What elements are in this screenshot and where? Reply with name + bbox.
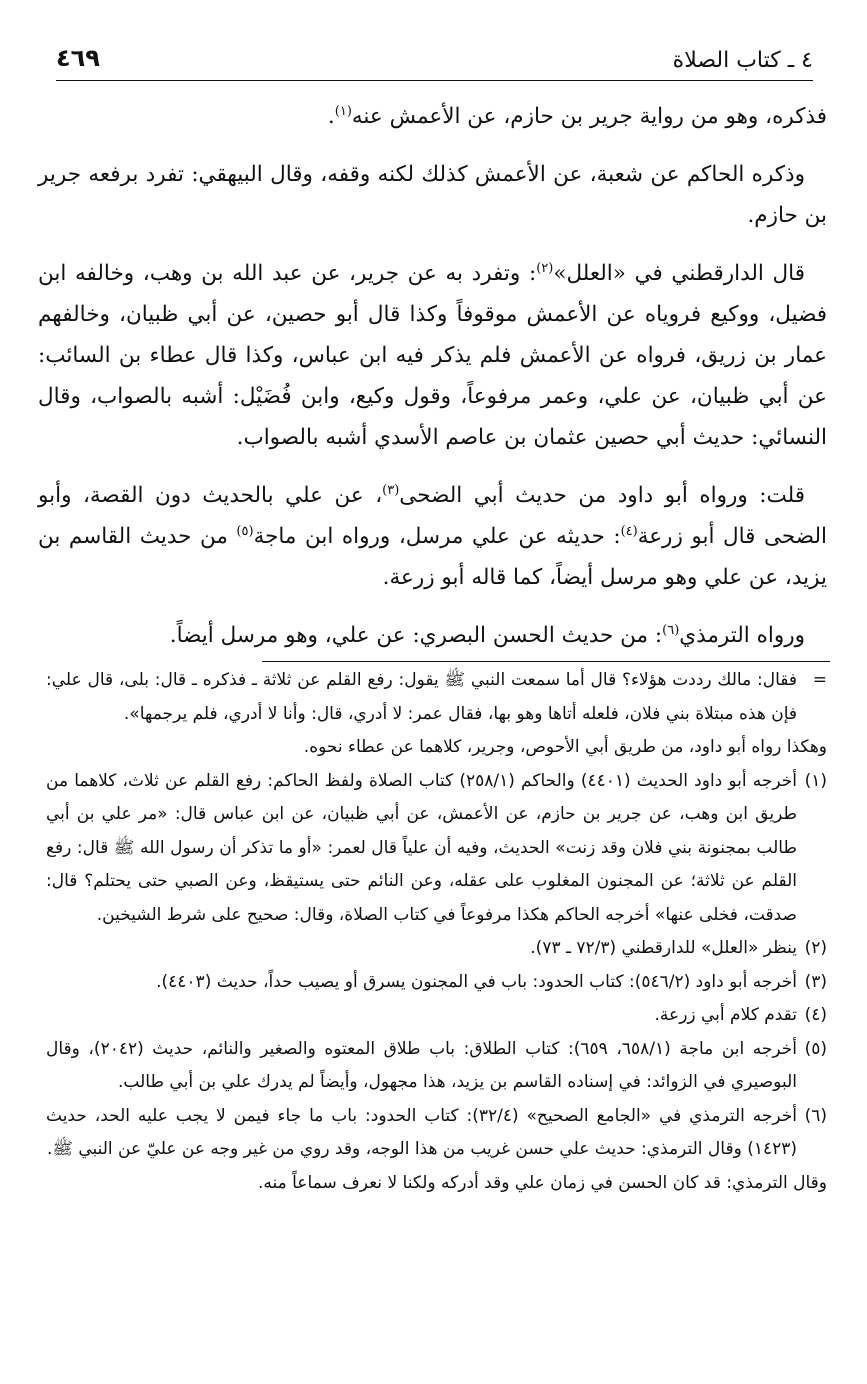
footnote-ref-5: (٥) <box>236 523 254 539</box>
footnote-continuation: = فقال: مالك رددت هؤلاء؟ قال أما سمعت النبي ﷺ يقول: رفع القلم عن ثلاثة ـ فذكره ـ قال: بلى، قال علي: فإن هذه مبتلاة بني فلان، فلعله أتاها وهو بها، فقال عمر: لا أدري، قال: وأنا لا أدري، فلم يرجمها». <box>46 664 827 731</box>
footnote-6: (٦) أخرجه الترمذي في «الجامع الصحيح» (٣٢/٤): كتاب الحدود: باب ما جاء فيمن لا يجب عليه الحد، حديث (١٤٢٣) وقال الترمذي: حديث علي حسن غريب من هذا الوجه، وقد روي من غير وجه عن عليّ عن النبي ﷺ. <box>46 1100 827 1167</box>
footnote-marker: (٦) <box>804 1105 827 1126</box>
footnote-marker: (٤) <box>804 1005 827 1025</box>
paragraph-2: وذكره الحاكم عن شعبة، عن الأعمش كذلك لكنه وقفه، وقال البيهقي: تفرد برفعه جرير بن حازم. <box>38 162 827 228</box>
footnote-marker: (٥) <box>804 1038 827 1059</box>
footnote-marker: (٢) <box>804 938 827 958</box>
footnote-3: (٣) أخرجه أبو داود (٥٤٦/٢): كتاب الحدود: باب في المجنون يسرق أو يصيب حداً، حديث (٤٤٠٣). <box>46 966 827 1000</box>
footnote-continuation-2: وهكذا رواه أبو داود، من طريق أبي الأحوص، وجرير، كلاهما عن عطاء نحوه. <box>303 737 827 757</box>
footnote-ref-2: (٢) <box>536 260 554 276</box>
footnote-ref-1: (١) <box>334 103 352 119</box>
running-header <box>56 40 813 81</box>
footnote-marker: (١) <box>804 770 827 791</box>
footnote-1: (١) أخرجه أبو داود الحديث (٤٤٠١) والحاكم (٢٥٨/١) كتاب الصلاة ولفظ الحاكم: رفع القلم عن ثلاث، كلاهما من طريق ابن وهب، عن جرير بن حازم، عن الأعمش، عن أبي ظبيان، عن ابن عباس قال: «مر علي بن أبي طالب بمجنونة بني فلان وقد زنت» الحديث، وفيه أن علياً قال لعمر: «أو ما تذكر أن رسول الله ﷺ قال: رفع القلم عن ثلاثة؛ عن المجنون المغلوب على عقله، وعن النائم حتى يستيقظ، وعن الصبي حتى يحتلم؟ قال: صدقت، فخلى عنها» أخرجه الحاكم هكذا مرفوعاً في كتاب الصلاة، وقال: صحيح على شرط الشيخين. <box>46 765 827 933</box>
footnote-marker: (٣) <box>804 971 827 992</box>
paragraph-4: قلت: ورواه أبو داود من حديث أبي الضحى$^{(٣)}$، عن علي بالحديث دون القصة، وأبو الضحى قال أبو زرعة$^{(٤)}$: حديثه عن علي مرسل، ورواه ابن ماجة$^{(٥)}$ من حديث القاسم بن يزيد، عن علي وهو مرسل أيضاً، كما قاله أبو زرعة. <box>38 482 827 590</box>
footnote-ref-4: (٤) <box>620 523 638 539</box>
continuation-marker: = <box>812 670 827 690</box>
main-text <box>38 96 827 673</box>
paragraph-3: قال الدارقطني في «العلل»$^{(٢)}$: وتفرد به عن جرير، عن عبد الله بن وهب، وخالفه ابن فضيل، ووكيع فروياه عن الأعمش موقوفاً وكذا قال أبو حصين، عن أبي ظبيان، وخالفهم عمار بن زريق، فرواه عن الأعمش فلم يذكر فيه ابن عباس، وكذا قال عطاء بن السائب: عن أبي ظبيان، عن علي، وعمر مرفوعاً، وقول وكيع، وابن فُضَيْل: أشبه بالصواب، وقال النسائي: حديث أبي حصين عثمان بن عاصم الأسدي أشبه بالصواب. <box>38 260 827 450</box>
paragraph-5: ورواه الترمذي$^{(٦)}$: من حديث الحسن البصري: عن علي، وهو مرسل أيضاً. <box>169 622 805 648</box>
footnotes <box>46 664 827 1200</box>
footnote-4: (٤) تقدم كلام أبي زرعة. <box>46 999 827 1033</box>
footnote-2: (٢) ينظر «العلل» للدارقطني (٧٢/٣ ـ ٧٣). <box>46 932 827 966</box>
footnote-closing: وقال الترمذي: قد كان الحسن في زمان علي وقد أدركه ولكنا لا نعرف سماعاً منه. <box>257 1172 827 1193</box>
paragraph-1: فذكره، وهو من رواية جرير بن حازم، عن الأعمش عنه$^{(١)}$. <box>327 103 827 129</box>
footnote-ref-6: (٦) <box>662 622 680 638</box>
page-number: ٤٦٩ <box>56 44 100 72</box>
chapter-title: ٤ ـ كتاب الصلاة <box>672 48 813 73</box>
footnote-separator <box>262 661 830 662</box>
footnote-5: (٥) أخرجه ابن ماجة (٦٥٨/١، ٦٥٩): كتاب الطلاق: باب طلاق المعتوه والصغير والنائم، حديث (٢٠٤٢)، وقال البوصيري في الزوائد: في إسناده القاسم بن يزيد، هذا مجهول، وأيضاً لم يدرك علي بن أبي طالب. <box>46 1033 827 1100</box>
footnote-ref-3: (٣) <box>382 482 400 498</box>
